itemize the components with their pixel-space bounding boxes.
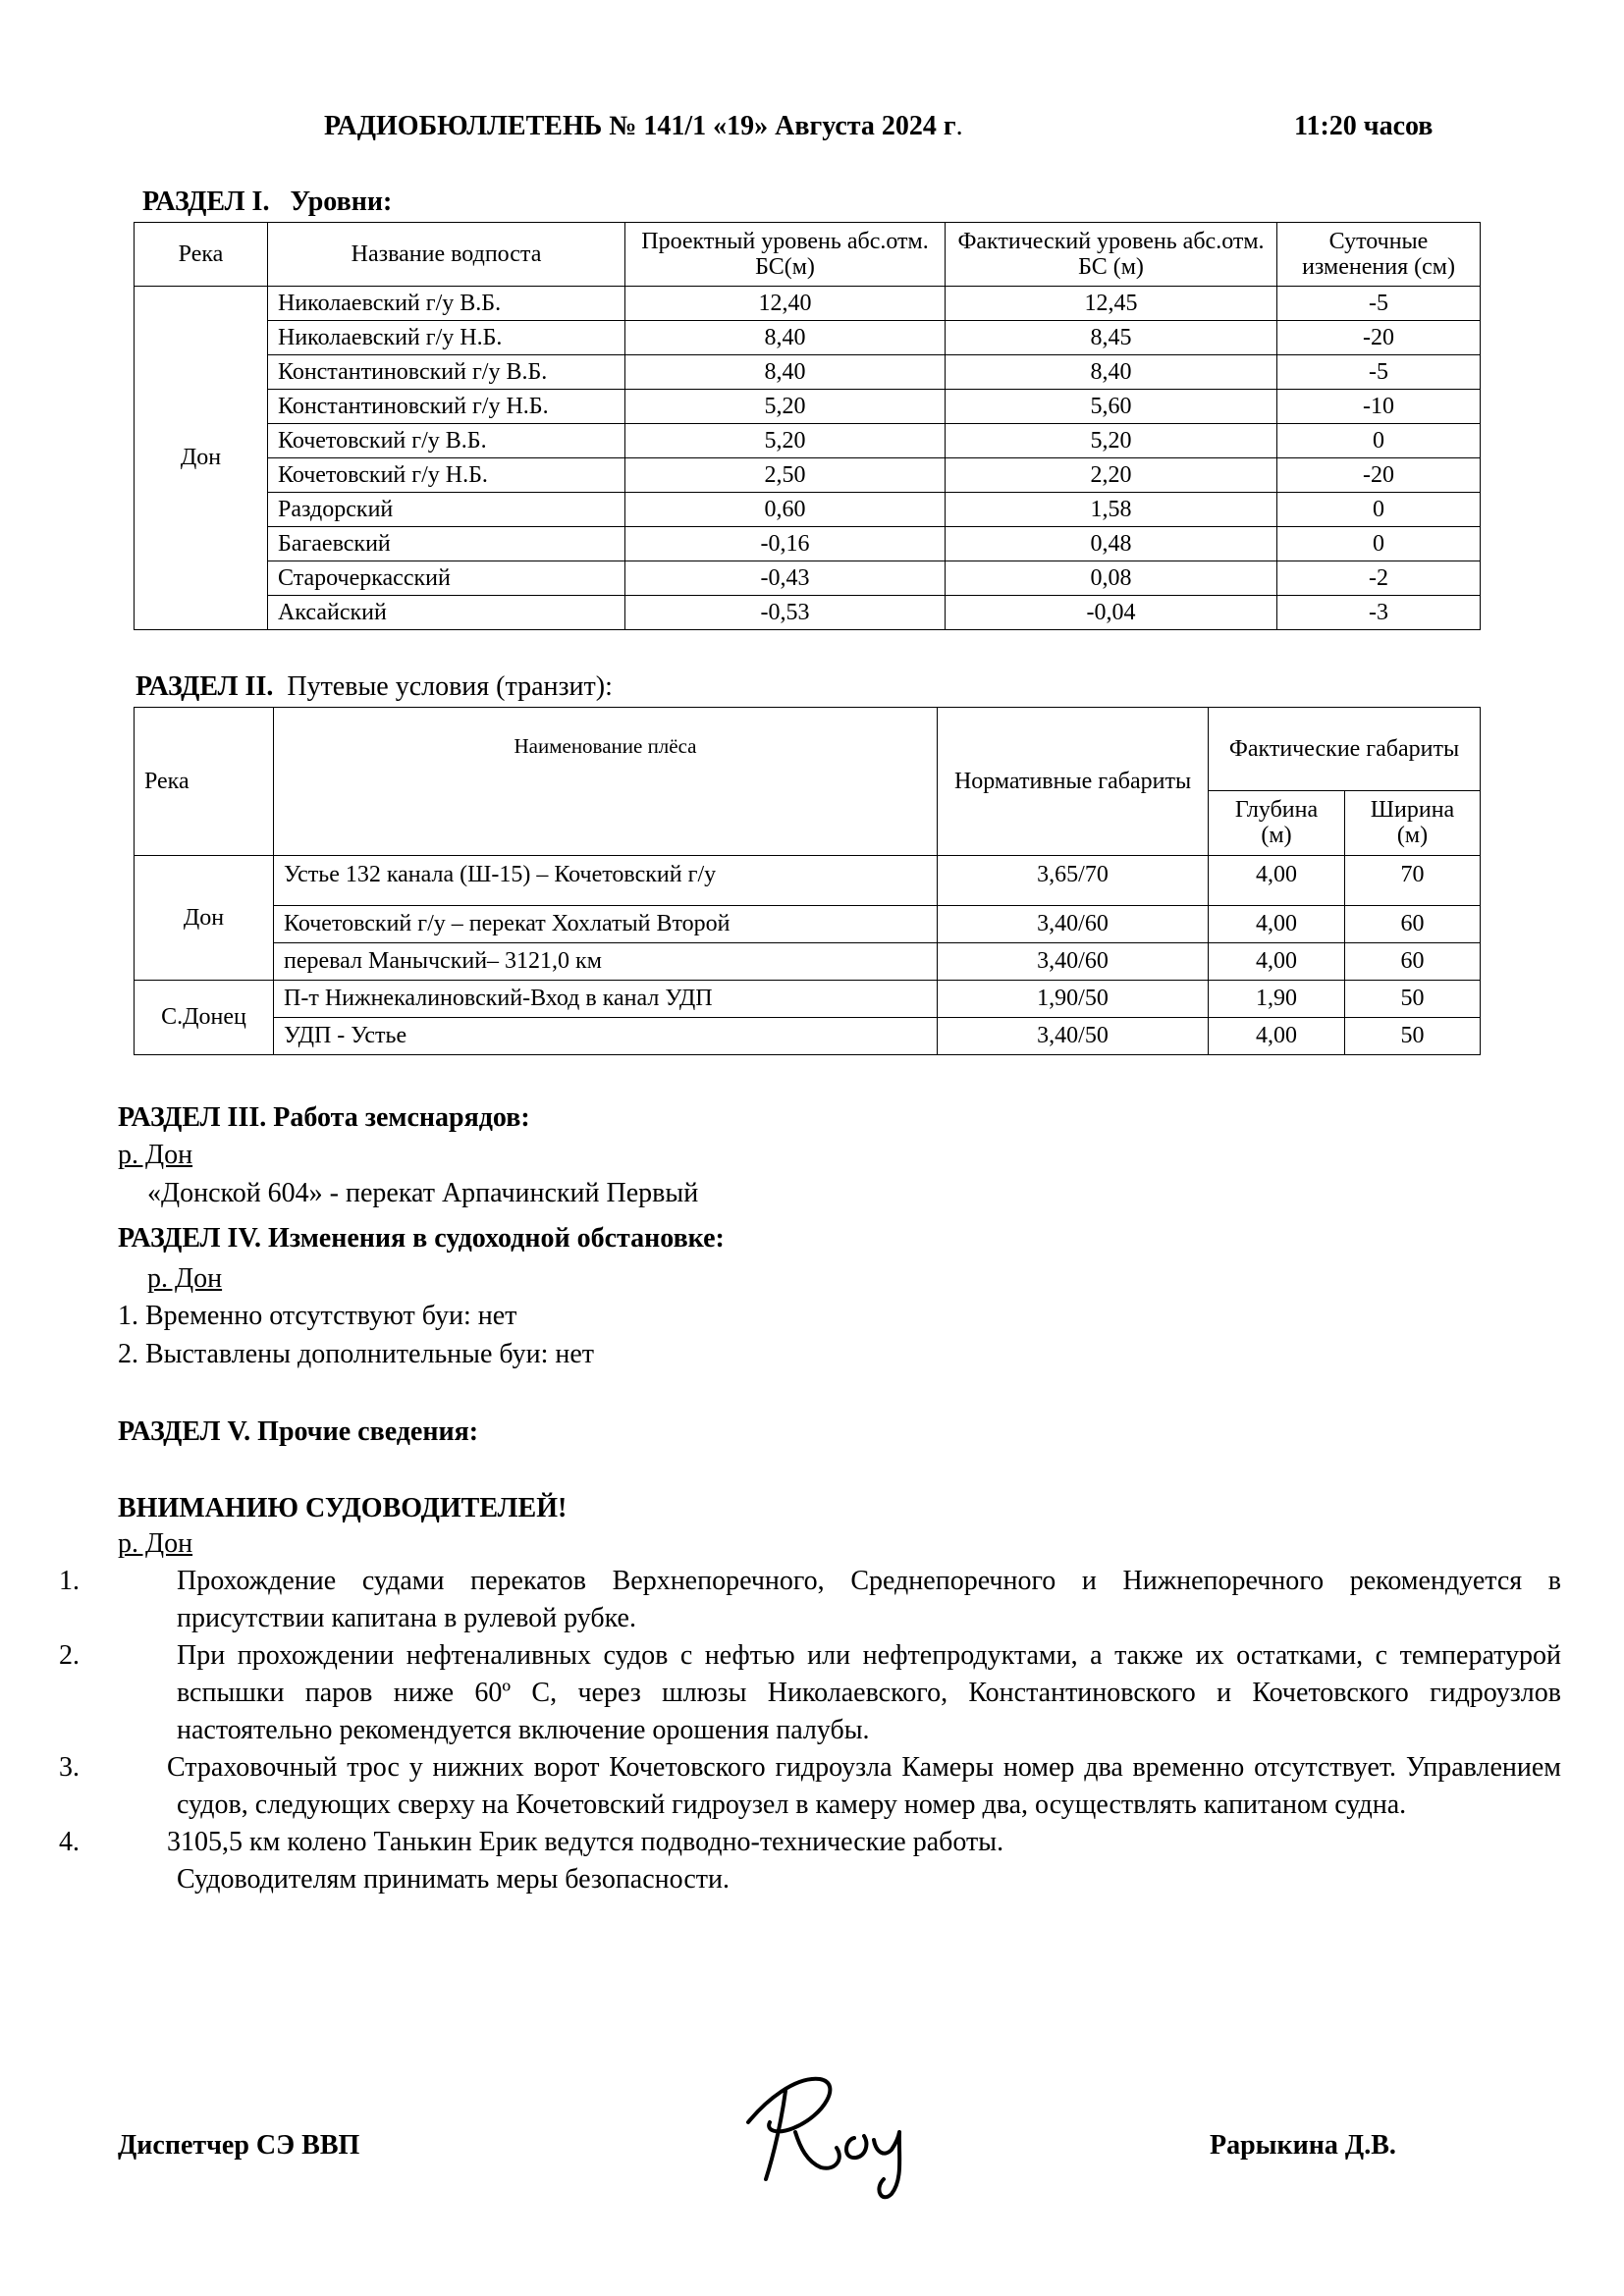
section2-heading-title: Путевые условия (транзит): (287, 671, 613, 702)
bulletin-title-text: РАДИОБЮЛЛЕТЕНЬ № 141/1 «19» Августа 2024 г (324, 111, 956, 141)
list-item (59, 1749, 1561, 1824)
section2-heading-num: РАЗДЕЛ II. (135, 671, 274, 702)
daily-change: 0 (1277, 527, 1481, 561)
normative-dims: 3,65/70 (938, 856, 1209, 906)
list-item (59, 1637, 1561, 1749)
actual-level: 0,48 (946, 527, 1277, 561)
section3-heading: РАЗДЕЛ III. Работа земснарядов: (118, 1102, 530, 1133)
dispatcher-name: Рарыкина Д.В. (1210, 2130, 1396, 2161)
list-item (59, 1824, 1561, 1861)
actual-level: 8,40 (946, 355, 1277, 390)
post-name: Кочетовский г/у В.Б. (268, 424, 625, 458)
section2-heading (135, 671, 613, 703)
bulletin-time: 11:20 часов (1294, 111, 1434, 141)
route-col-reach: Наименование плёса (274, 708, 938, 856)
actual-level: 5,60 (946, 390, 1277, 424)
list-item (59, 1563, 1561, 1637)
daily-change: -3 (1277, 596, 1481, 630)
route-col-depth: Глубина (м) (1209, 790, 1345, 855)
levels-table (134, 222, 1481, 630)
normative-dims: 3,40/60 (938, 906, 1209, 943)
route-river-cell: Дон (135, 856, 274, 981)
post-name: Аксайский (268, 596, 625, 630)
table-row (135, 561, 1481, 596)
daily-change: -5 (1277, 355, 1481, 390)
normative-dims: 3,40/60 (938, 943, 1209, 981)
actual-depth: 4,00 (1209, 906, 1345, 943)
actual-level: 1,58 (946, 493, 1277, 527)
dredger-item: «Донской 604» - перекат Арпачинский Первый (147, 1178, 699, 1208)
signature-image (727, 2061, 982, 2209)
actual-depth: 1,90 (1209, 981, 1345, 1018)
levels-river-cell: Дон (135, 287, 268, 630)
reach-name: П-т Нижнекалиновский-Вход в канал УДП (274, 981, 938, 1018)
list-item: 2. Выставлены дополнительные буи: нет (118, 1339, 594, 1369)
notice-text: Страховочный трос у нижних ворот Кочетовского гидроузла Камеры номер два временно отсутствует. Управлением судов, следующих сверху на Кочетовский гидроузел в камеру номер два, осуществлять капитаном судна. (167, 1752, 1561, 1820)
notice-number: 4. (59, 1827, 80, 1857)
table-row (135, 943, 1481, 981)
route-col-normative: Нормативные габариты (938, 708, 1209, 856)
daily-change: -20 (1277, 458, 1481, 493)
normative-dims: 3,40/50 (938, 1018, 1209, 1055)
design-level: 5,20 (625, 390, 946, 424)
attention-heading: ВНИМАНИЮ СУДОВОДИТЕЛЕЙ! (118, 1493, 568, 1523)
section1-heading-title: Уровни: (290, 187, 393, 217)
notices-list (59, 1563, 1561, 1898)
actual-depth: 4,00 (1209, 1018, 1345, 1055)
actual-width: 70 (1345, 856, 1481, 906)
actual-level: 2,20 (946, 458, 1277, 493)
table-row (135, 321, 1481, 355)
table-row (135, 355, 1481, 390)
design-level: 0,60 (625, 493, 946, 527)
actual-depth: 4,00 (1209, 943, 1345, 981)
post-name: Кочетовский г/у Н.Б. (268, 458, 625, 493)
table-row (135, 390, 1481, 424)
route-header-row (135, 708, 1481, 791)
levels-col-design: Проектный уровень абс.отм. БС(м) (625, 223, 946, 287)
table-row (135, 527, 1481, 561)
section4-river: р. Дон (147, 1263, 223, 1294)
section5-river: р. Дон (118, 1528, 193, 1559)
actual-width: 60 (1345, 906, 1481, 943)
design-level: -0,53 (625, 596, 946, 630)
table-row (135, 424, 1481, 458)
reach-name: Устье 132 канала (Ш-15) – Кочетовский г/у (274, 856, 938, 906)
section5-heading: РАЗДЕЛ V. Прочие сведения: (118, 1416, 479, 1447)
levels-col-actual: Фактический уровень абс.отм. БС (м) (946, 223, 1277, 287)
daily-change: -2 (1277, 561, 1481, 596)
actual-level: 5,20 (946, 424, 1277, 458)
notice-number: 3. (59, 1752, 80, 1783)
daily-change: -20 (1277, 321, 1481, 355)
post-name: Константиновский г/у Н.Б. (268, 390, 625, 424)
table-row (135, 596, 1481, 630)
route-col-actual: Фактические габариты (1209, 708, 1481, 791)
notice-number: 1. (59, 1566, 80, 1596)
dispatcher-position: Диспетчер СЭ ВВП (118, 2130, 360, 2161)
reach-name: УДП - Устье (274, 1018, 938, 1055)
route-col-river: Река (135, 708, 274, 856)
bulletin-title-suffix: . (955, 111, 963, 141)
bulletin-title (324, 111, 963, 142)
actual-width: 50 (1345, 1018, 1481, 1055)
notice-text: Прохождение судами перекатов Верхнепоречного, Среднепоречного и Нижнепоречного рекомендуется в присутствии капитана в рулевой рубке. (177, 1566, 1561, 1633)
post-name: Старочеркасский (268, 561, 625, 596)
levels-header-row (135, 223, 1481, 287)
list-item: 1. Временно отсутствуют буи: нет (118, 1301, 517, 1331)
actual-depth: 4,00 (1209, 856, 1345, 906)
design-level: 8,40 (625, 355, 946, 390)
levels-col-river: Река (135, 223, 268, 287)
post-name: Багаевский (268, 527, 625, 561)
post-name: Николаевский г/у В.Б. (268, 287, 625, 321)
notice-number: 2. (59, 1640, 80, 1671)
actual-level: -0,04 (946, 596, 1277, 630)
notice-text: 3105,5 км колено Танькин Ерик ведутся подводно-технические работы. (167, 1827, 1004, 1857)
reach-name: перевал Манычский– 3121,0 км (274, 943, 938, 981)
section4-heading: РАЗДЕЛ IV. Изменения в судоходной обстановке: (118, 1223, 725, 1254)
design-level: -0,43 (625, 561, 946, 596)
section1-heading (142, 187, 392, 218)
daily-change: -10 (1277, 390, 1481, 424)
notice-closing: Судоводителям принимать меры безопасности. (177, 1864, 730, 1895)
actual-level: 12,45 (946, 287, 1277, 321)
design-level: 5,20 (625, 424, 946, 458)
post-name: Раздорский (268, 493, 625, 527)
post-name: Николаевский г/у Н.Б. (268, 321, 625, 355)
route-river-cell: С.Донец (135, 981, 274, 1055)
route-conditions-table (134, 707, 1481, 1055)
design-level: 12,40 (625, 287, 946, 321)
design-level: -0,16 (625, 527, 946, 561)
actual-width: 50 (1345, 981, 1481, 1018)
table-row (135, 856, 1481, 906)
daily-change: 0 (1277, 424, 1481, 458)
route-col-width: Ширина (м) (1345, 790, 1481, 855)
daily-change: 0 (1277, 493, 1481, 527)
normative-dims: 1,90/50 (938, 981, 1209, 1018)
section3-river: р. Дон (118, 1140, 193, 1170)
notice-text: При прохождении нефтеналивных судов с нефтью или нефтепродуктами, а также их остатками, с температурой вспышки паров ниже 60º С, через шлюзы Николаевского, Константиновского и Кочетовского гидроузлов настоятельно рекомендуется включение орошения палубы. (177, 1640, 1561, 1745)
post-name: Константиновский г/у В.Б. (268, 355, 625, 390)
levels-col-post: Название водпоста (268, 223, 625, 287)
daily-change: -5 (1277, 287, 1481, 321)
actual-width: 60 (1345, 943, 1481, 981)
design-level: 2,50 (625, 458, 946, 493)
reach-name: Кочетовский г/у – перекат Хохлатый Второй (274, 906, 938, 943)
table-row (135, 458, 1481, 493)
actual-level: 8,45 (946, 321, 1277, 355)
table-row (135, 493, 1481, 527)
table-row (135, 1018, 1481, 1055)
table-row (135, 906, 1481, 943)
table-row (135, 287, 1481, 321)
design-level: 8,40 (625, 321, 946, 355)
table-row (135, 981, 1481, 1018)
section1-heading-num: РАЗДЕЛ I. (142, 187, 270, 217)
levels-col-change: Суточные изменения (см) (1277, 223, 1481, 287)
actual-level: 0,08 (946, 561, 1277, 596)
